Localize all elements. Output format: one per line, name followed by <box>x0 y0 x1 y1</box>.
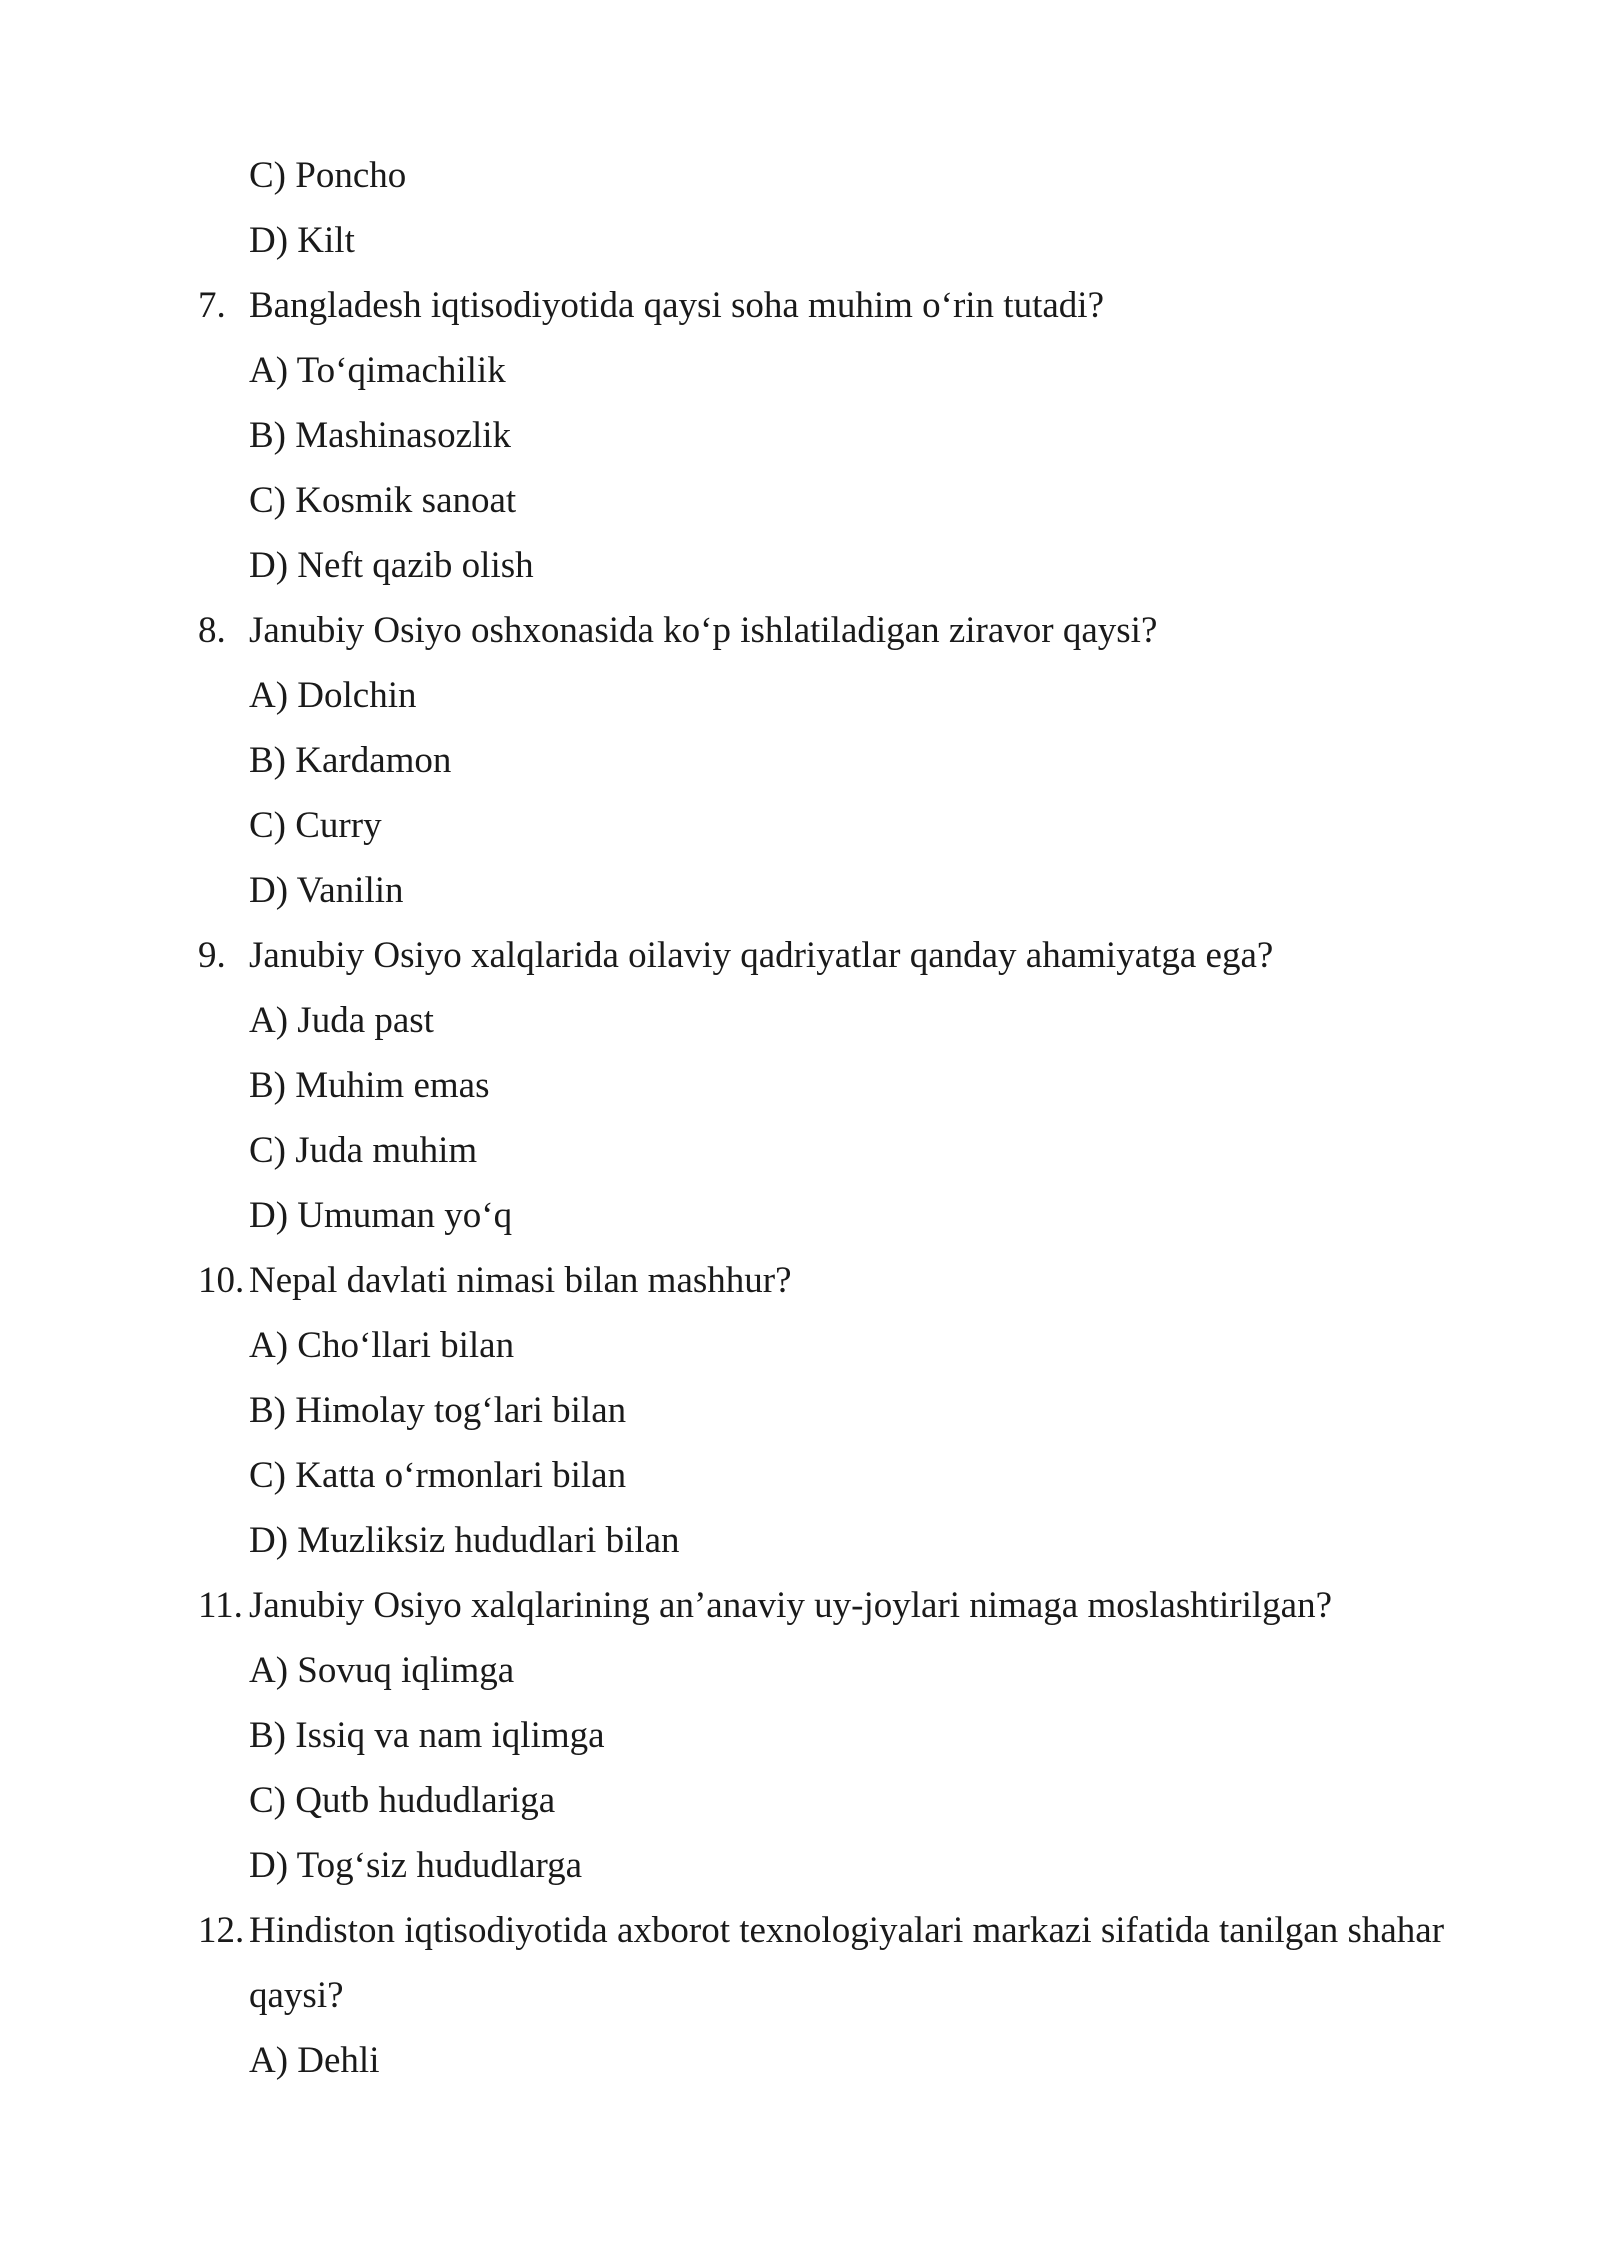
question-text: qaysi? <box>249 1975 344 2016</box>
option-text: C) Katta o‘rmonlari bilan <box>249 1455 627 1496</box>
option-line <box>0 1118 1600 1183</box>
option-text: B) Mashinasozlik <box>249 415 512 456</box>
option-line <box>0 728 1600 793</box>
question-text: Janubiy Osiyo oshxonasida ko‘p ishlatiladigan ziravor qaysi? <box>249 610 1158 651</box>
question-line <box>0 273 1600 338</box>
option-text: B) Kardamon <box>249 740 452 781</box>
option-text: C) Poncho <box>249 155 407 196</box>
quiz-content <box>0 143 1600 2093</box>
question-number: 9. <box>198 935 226 976</box>
option-line <box>0 1703 1600 1768</box>
question-line <box>0 598 1600 663</box>
option-line <box>0 1768 1600 1833</box>
option-line <box>0 1443 1600 1508</box>
question-text: Bangladesh iqtisodiyotida qaysi soha muhim o‘rin tutadi? <box>249 285 1104 326</box>
option-text: A) Sovuq iqlimga <box>249 1650 515 1691</box>
question-number: 10. <box>198 1260 245 1301</box>
option-line <box>0 1508 1600 1573</box>
option-line <box>0 1378 1600 1443</box>
option-text: A) Cho‘llari bilan <box>249 1325 515 1366</box>
option-text: B) Muhim emas <box>249 1065 490 1106</box>
option-text: A) Dehli <box>249 2040 380 2081</box>
option-text: D) Neft qazib olish <box>249 545 534 586</box>
option-text: D) Umuman yo‘q <box>249 1195 513 1236</box>
option-line <box>0 988 1600 1053</box>
option-line <box>0 208 1600 273</box>
option-line <box>0 1053 1600 1118</box>
option-text: B) Issiq va nam iqlimga <box>249 1715 605 1756</box>
question-text: Janubiy Osiyo xalqlarida oilaviy qadriyatlar qanday ahamiyatga ega? <box>249 935 1274 976</box>
question-text: Nepal davlati nimasi bilan mashhur? <box>249 1260 792 1301</box>
question-continuation <box>0 1963 1600 2028</box>
option-line <box>0 2028 1600 2093</box>
question-line <box>0 1573 1600 1638</box>
option-line <box>0 533 1600 598</box>
question-line <box>0 923 1600 988</box>
option-line <box>0 403 1600 468</box>
question-number: 12. <box>198 1910 245 1951</box>
question-number: 7. <box>198 285 226 326</box>
option-line <box>0 793 1600 858</box>
question-number: 11. <box>198 1585 243 1626</box>
option-text: D) Muzliksiz hududlari bilan <box>249 1520 680 1561</box>
option-text: C) Juda muhim <box>249 1130 478 1171</box>
option-text: B) Himolay tog‘lari bilan <box>249 1390 627 1431</box>
question-line <box>0 1898 1600 1963</box>
question-number: 8. <box>198 610 226 651</box>
option-text: D) Kilt <box>249 220 355 261</box>
option-text: C) Kosmik sanoat <box>249 480 517 521</box>
option-line <box>0 1638 1600 1703</box>
option-line <box>0 663 1600 728</box>
option-text: C) Curry <box>249 805 382 846</box>
option-text: A) Dolchin <box>249 675 417 716</box>
option-line <box>0 338 1600 403</box>
option-line <box>0 858 1600 923</box>
option-text: C) Qutb hududlariga <box>249 1780 556 1821</box>
question-line <box>0 1248 1600 1313</box>
option-line <box>0 1183 1600 1248</box>
option-line <box>0 468 1600 533</box>
option-line <box>0 1313 1600 1378</box>
option-text: D) Tog‘siz hududlarga <box>249 1845 583 1886</box>
option-line <box>0 1833 1600 1898</box>
option-text: A) Juda past <box>249 1000 434 1041</box>
question-text: Janubiy Osiyo xalqlarining an’anaviy uy-joylari nimaga moslashtirilgan? <box>249 1585 1333 1626</box>
option-line <box>0 143 1600 208</box>
question-text: Hindiston iqtisodiyotida axborot texnologiyalari markazi sifatida tanilgan shahar <box>249 1910 1445 1951</box>
option-text: D) Vanilin <box>249 870 404 911</box>
option-text: A) To‘qimachilik <box>249 350 506 391</box>
